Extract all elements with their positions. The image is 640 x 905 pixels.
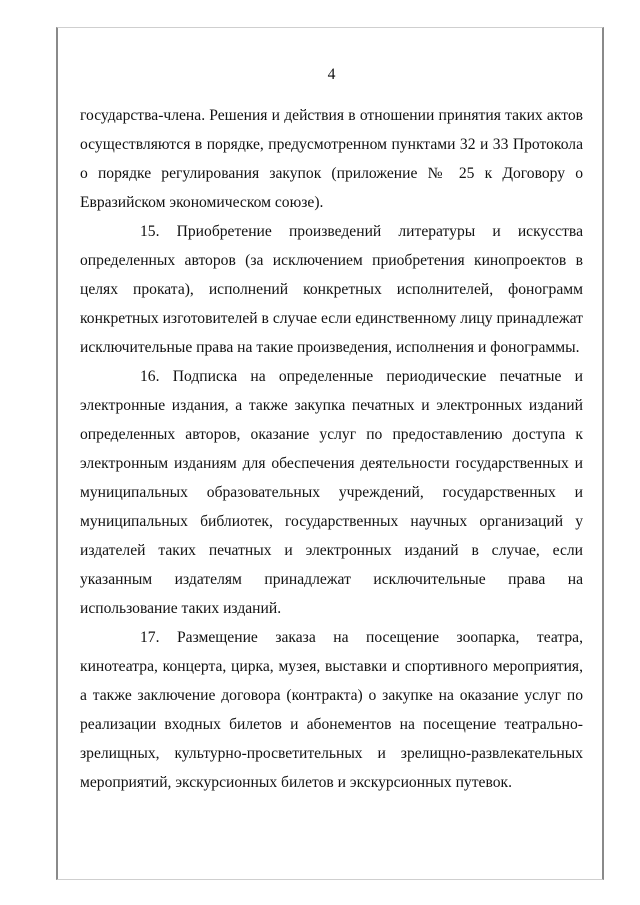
paragraph-17: 17. Размещение заказа на посещение зоопарка, театра, кинотеатра, концерта, цирка, музея, выставки и спортивного мероприятия, а также заключение договора (контракта) о закупке на оказание услуг по реализации входных билетов и абонементов на посещение театрально-зрелищных, культурно-просветительных и зрелищно-развлекательных мероприятий, экскурсионных билетов и экскурсионных путевок. [80,629,583,791]
document-body [80,60,583,797]
paragraph-14-continuation: государства-члена. Решения и действия в отношении принятия таких актов осуществляются в порядке, предусмотренном пунктами 32 и 33 Протокола о порядке регулирования закупок (приложение № 25 к Договору о Евразийском экономическом союзе). [80,107,583,211]
paragraph-16: 16. Подписка на определенные периодические печатные и электронные издания, а также закупка печатных и электронных изданий определенных авторов, оказание услуг по предоставлению доступа к электронным изданиям для обеспечения деятельности государственных и муниципальных образовательных учреждений, государственных и муниципальных библиотек, государственных научных организаций у издателей таких печатных и электронных изданий в случае, если указанным издателям принадлежат исключительные права на использование таких изданий. [80,368,583,617]
page-number: 4 [327,66,336,83]
paragraph-15: 15. Приобретение произведений литературы и искусства определенных авторов (за исключением приобретения кинопроектов в целях проката), исполнений конкретных исполнителей, фонограмм конкретных изготовителей в случае если единственному лицу принадлежат исключительные права на такие произведения, исполнения и фонограммы. [80,223,583,356]
